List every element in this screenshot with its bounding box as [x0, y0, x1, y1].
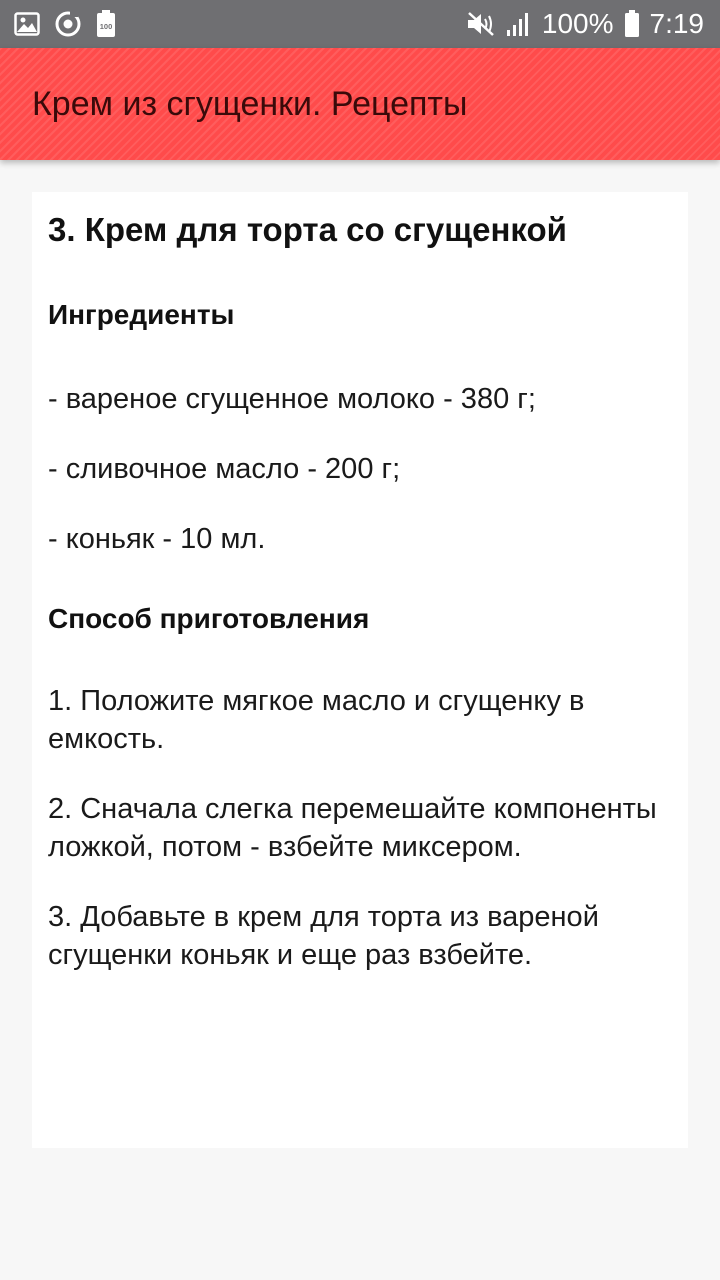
- recipe-card: [32, 192, 688, 1148]
- ingredient-item: - коньяк - 10 мл.: [48, 523, 266, 555]
- battery-icon: [624, 10, 640, 38]
- sync-icon: [54, 10, 82, 38]
- status-right-icons: [466, 6, 704, 42]
- method-step: 3. Добавьте в крем для торта из вареной сгущенки коньяк и еще раз взбейте.: [48, 901, 599, 971]
- method-heading: Способ приготовления: [48, 603, 370, 634]
- battery-saver-label: 100: [99, 22, 113, 31]
- method-step: 2. Сначала слегка перемешайте компоненты ложкой, потом - взбейте миксером.: [48, 793, 657, 863]
- recipe-content: [48, 210, 678, 974]
- battery-saver-icon: [96, 10, 116, 38]
- ingredient-item: - сливочное масло - 200 г;: [48, 453, 401, 485]
- battery-percent: 100%: [541, 8, 614, 39]
- mute-icon: [466, 10, 496, 38]
- status-bar: [0, 0, 720, 48]
- app-bar: [0, 48, 720, 160]
- clock: 7:19: [649, 8, 704, 39]
- app-title: Крем из сгущенки. Рецепты: [32, 85, 468, 123]
- ingredient-item: - вареное сгущенное молоко - 380 г;: [48, 383, 536, 415]
- method-step: 1. Положите мягкое масло и сгущенку в емкость.: [48, 685, 585, 755]
- ingredients-heading: Ингредиенты: [48, 299, 235, 330]
- gallery-icon: [14, 12, 40, 36]
- signal-icon: [506, 10, 532, 38]
- recipe-title: 3. Крем для торта со сгущенкой: [48, 211, 567, 248]
- status-left-icons: [14, 9, 116, 39]
